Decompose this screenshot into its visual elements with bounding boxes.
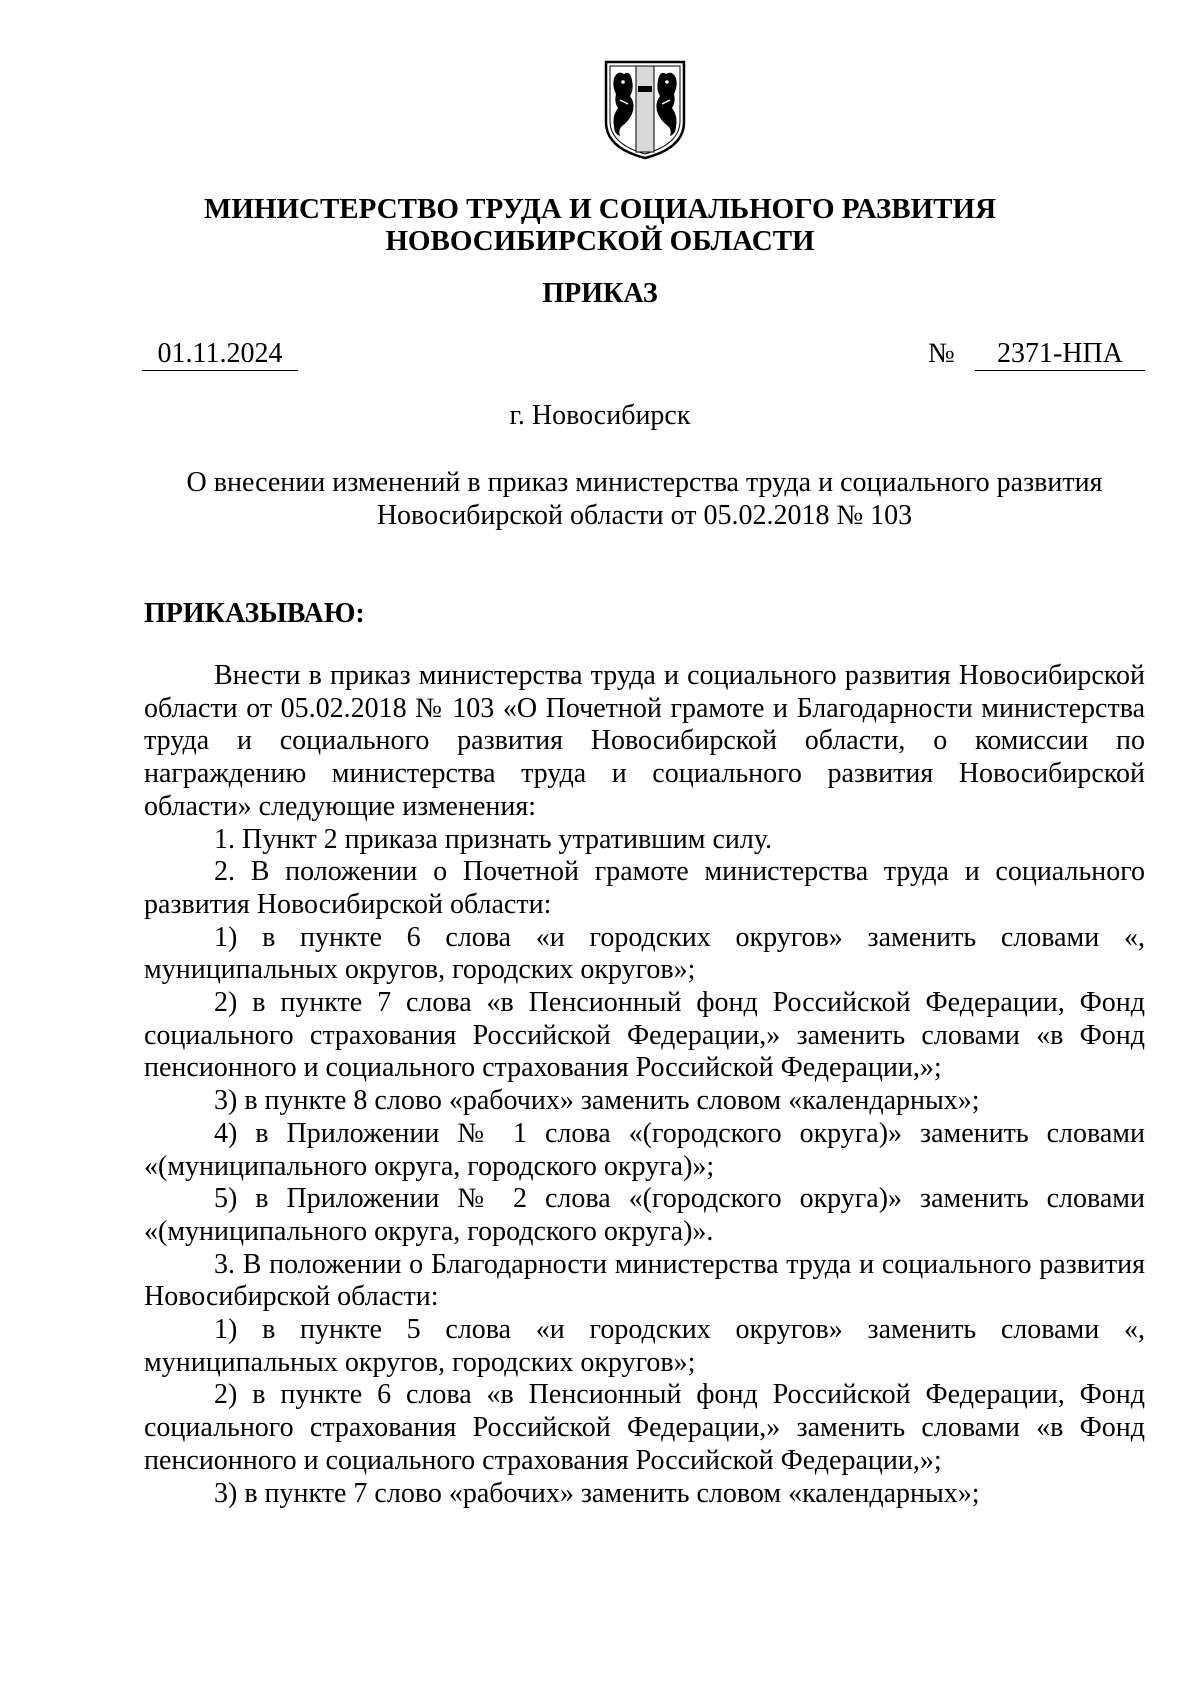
paragraph: 3) в пункте 7 слово «рабочих» заменить словом «календарных»; [214, 1477, 980, 1509]
document-body [144, 660, 1145, 1510]
coat-of-arms-icon [602, 56, 688, 160]
city: г. Новосибирск [509, 400, 691, 431]
paragraph: 1) в пункте 5 слова «и городских округов» заменить словами «, муниципальных округов, городских округов»; [144, 1314, 1145, 1378]
paragraph: 5) в Приложении № 2 слова «(городского округа)» заменить словами «(муниципального округа, городского округа)». [144, 1183, 1145, 1247]
document-type: ПРИКАЗ [542, 278, 658, 309]
date-field [142, 338, 298, 371]
number-field [975, 338, 1145, 371]
number-sign: № [928, 338, 955, 369]
paragraph: 2) в пункте 7 слова «в Пенсионный фонд Российской Федерации, Фонд социального страхования Российской Федерации,» заменить словами «в Фонд пенсионного и социального страхования Российской Федерации,»; [144, 987, 1145, 1084]
ministry-line-2: НОВОСИБИРСКОЙ ОБЛАСТИ [385, 225, 815, 257]
paragraph: 1. Пункт 2 приказа признать утратившим силу. [214, 823, 773, 855]
ministry-name [0, 193, 1200, 257]
document-number: 2371-НПА [997, 338, 1123, 369]
ministry-line-1: МИНИСТЕРСТВО ТРУДА И СОЦИАЛЬНОГО РАЗВИТИЯ [203, 193, 997, 225]
document-date: 01.11.2024 [157, 338, 283, 369]
subject-line-2: Новосибирской области от 05.02.2018 № 103 [376, 500, 913, 531]
paragraph: 1) в пункте 6 слова «и городских округов» заменить словами «, муниципальных округов, городских округов»; [144, 921, 1145, 986]
subject-line-1: О внесении изменений в приказ министерства труда и социального развития [186, 467, 1103, 498]
document-subject [142, 466, 1147, 532]
paragraph: Внести в приказ министерства труда и социального развития Новосибирской области от 05.02.2018 № 103 «О Почетной грамоте и Благодарности министерства труда и социального развития Новосибирской области, о комиссии по награждению министерства труда и социального развития Новосибирской области» следующие изменения: [144, 660, 1145, 822]
paragraph: 3. В положении о Благодарности министерства труда и социального развития Новосибирской области: [144, 1248, 1145, 1313]
paragraph: 2) в пункте 6 слова «в Пенсионный фонд Российской Федерации, Фонд социального страхования Российской Федерации,» заменить словами «в Фонд пенсионного и социального страхования Российской Федерации,»; [144, 1379, 1145, 1476]
paragraph: 4) в Приложении № 1 слова «(городского округа)» заменить словами «(муниципального округа, городского округа)»; [144, 1117, 1145, 1182]
paragraph: 3) в пункте 8 слово «рабочих» заменить словом «календарных»; [214, 1085, 980, 1117]
order-word: ПРИКАЗЫВАЮ: [144, 598, 365, 629]
paragraph: 2. В положении о Почетной грамоте министерства труда и социального развития Новосибирской области: [144, 856, 1145, 920]
